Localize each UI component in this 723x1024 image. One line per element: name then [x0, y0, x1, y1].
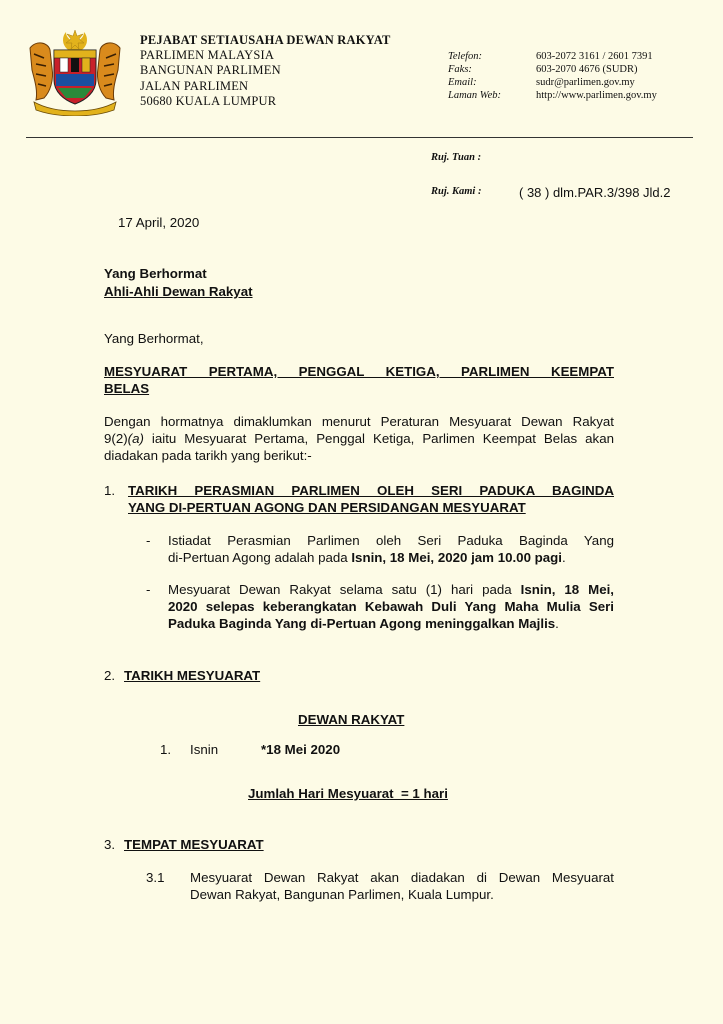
bullet-2-line-1	[168, 581, 614, 598]
contact-label: Laman Web:	[448, 90, 501, 101]
rule-number: 9(2)	[104, 431, 128, 446]
intro-text: iaitu Mesyuarat Pertama, Penggal Ketiga, Parlimen Keempat Belas akan	[143, 431, 614, 446]
salutation: Yang Berhormat,	[104, 331, 204, 346]
address-line: PARLIMEN MALAYSIA	[140, 48, 275, 63]
meeting-row-number: 1.	[160, 742, 172, 757]
rule-subclause: (a)	[127, 431, 144, 446]
bullet-dash: -	[146, 582, 151, 597]
address-line: JALAN PARLIMEN	[140, 78, 249, 93]
section-2-title: TARIKH MESYUARAT	[124, 668, 261, 683]
section-1-title-line-2: YANG DI-PERTUAN AGONG DAN PERSIDANGAN MESYUARAT	[128, 500, 526, 515]
recipient-title: Yang Berhormat	[104, 266, 207, 281]
letterhead-contacts	[448, 50, 657, 102]
section-3-title: TEMPAT MESYUARAT	[124, 837, 264, 852]
contact-value: http://www.parlimen.gov.my	[536, 90, 657, 101]
bullet-2-text: Mesyuarat Dewan Rakyat selama satu (1) hari pada	[168, 582, 521, 597]
meeting-day: Isnin	[190, 742, 219, 757]
bullet-dash: -	[146, 533, 151, 548]
contact-value: 603-2070 4676 (SUDR)	[536, 64, 638, 75]
address-line: 50680 KUALA LUMPUR	[140, 93, 277, 108]
item-number: 3.1	[146, 870, 165, 885]
contact-value: sudr@parlimen.gov.my	[536, 77, 635, 88]
total-meeting-days: Jumlah Hari Mesyuarat = 1 hari	[248, 786, 448, 801]
contact-row-email	[448, 76, 657, 89]
intro-line-3: diadakan pada tarikh yang berikut:-	[104, 448, 312, 463]
chamber-heading: DEWAN RAKYAT	[298, 712, 405, 727]
bullet-1-text: di-Pertuan Agong adalah pada	[168, 550, 352, 565]
bullet-1-datetime: Isnin, 18 Mei, 2020 jam 10.00 pagi	[351, 550, 562, 565]
subject-line-2: BELAS	[104, 381, 150, 396]
letterhead-divider	[26, 137, 693, 138]
venue-line-2: Dewan Rakyat, Bangunan Parlimen, Kuala Lumpur.	[190, 887, 494, 902]
bullet-1-line-1: Istiadat Perasmian Parlimen oleh Seri Paduka Baginda Yang	[168, 533, 614, 548]
letter-date: 17 April, 2020	[118, 215, 200, 230]
venue-line-1: Mesyuarat Dewan Rakyat akan diadakan di Dewan Mesyuarat	[190, 870, 614, 885]
intro-line-1: Dengan hormatnya dimaklumkan menurut Peraturan Mesyuarat Dewan Rakyat	[104, 414, 614, 429]
bullet-2-date: Isnin, 18 Mei,	[520, 582, 614, 597]
coat-of-arms-logo	[26, 28, 124, 116]
period: .	[555, 616, 559, 631]
bullet-2-bold-text: Paduka Baginda Yang di-Pertuan Agong meninggalkan Majlis	[168, 616, 556, 631]
subject-line-1: MESYUARAT PERTAMA, PENGGAL KETIGA, PARLIMEN KEEMPAT	[104, 364, 614, 379]
intro-line-2	[104, 430, 614, 447]
ref-tuan-label: Ruj. Tuan :	[431, 152, 482, 163]
address-line: BANGUNAN PARLIMEN	[140, 63, 281, 78]
office-name: PEJABAT SETIAUSAHA DEWAN RAKYAT	[140, 33, 391, 47]
section-1-title-line-1: TARIKH PERASMIAN PARLIMEN OLEH SERI PADUKA BAGINDA	[128, 483, 614, 498]
contact-label: Email:	[448, 77, 477, 88]
meeting-date: *18 Mei 2020	[261, 742, 341, 757]
contact-value: 603-2072 3161 / 2601 7391	[536, 51, 653, 62]
ref-kami-value: ( 38 ) dlm.PAR.3/398 Jld.2	[519, 185, 671, 200]
letterhead-address	[140, 33, 391, 109]
recipient-group: Ahli-Ahli Dewan Rakyat	[104, 284, 253, 299]
bullet-1-line-2	[168, 549, 566, 566]
period: .	[562, 550, 566, 565]
section-1-number: 1.	[104, 483, 116, 498]
section-2-number: 2.	[104, 668, 116, 683]
section-3-number: 3.	[104, 837, 116, 852]
ref-kami-label: Ruj. Kami :	[431, 186, 482, 197]
bullet-2-line-2: 2020 selepas keberangkatan Kebawah Duli Yang Maha Mulia Seri	[168, 599, 614, 614]
bullet-2-line-3	[168, 615, 559, 632]
contact-row-website	[448, 89, 657, 102]
contact-label: Faks:	[448, 64, 472, 75]
contact-row-fax	[448, 63, 657, 76]
contact-row-phone	[448, 50, 657, 63]
contact-label: Telefon:	[448, 51, 483, 62]
